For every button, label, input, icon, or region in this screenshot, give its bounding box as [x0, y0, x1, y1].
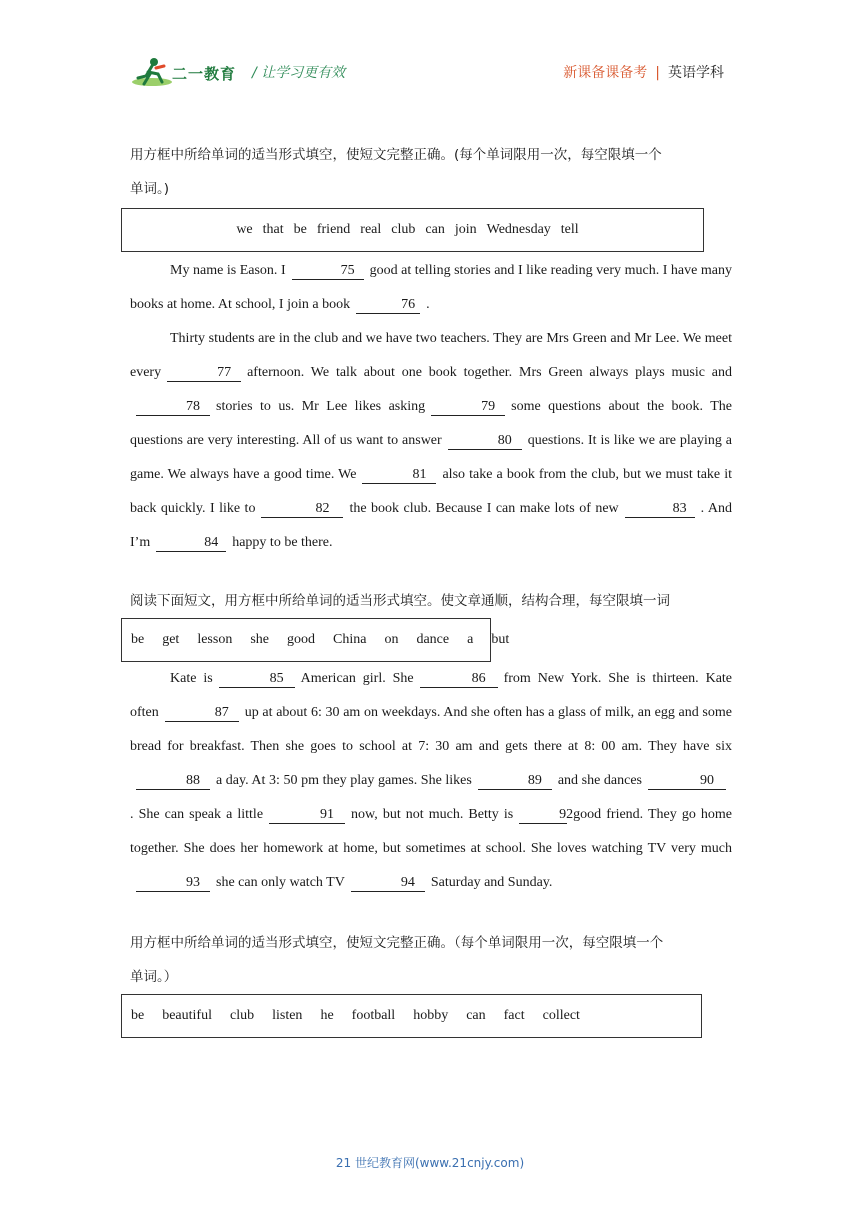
word-box-item: be	[131, 1008, 145, 1023]
section3-instruction: 用方框中所给单词的适当形式填空，使短文完整正确。（每个单词限用一次，每空限填一个 单词。）	[130, 935, 664, 985]
word-box-3	[121, 994, 702, 1038]
word-box-item: fact	[503, 1008, 525, 1023]
word-box-item: tell	[560, 222, 579, 237]
blank-91[interactable]: 91	[269, 807, 345, 824]
word-box-item: good	[287, 632, 315, 647]
word-box-item: join	[454, 222, 477, 237]
word-box-2	[121, 618, 510, 662]
blank-77[interactable]: 77	[167, 365, 241, 382]
section1-instruction: 用方框中所给单词的适当形式填空，使短文完整正确。(每个单词限用一次，每空限填一个 单词。)	[130, 147, 662, 197]
word-box-item: collect	[542, 1008, 580, 1023]
section2-instruction: 阅读下面短文，用方框中所给单词的适当形式填空。使文章通顺，结构合理，每空限填一词	[130, 593, 670, 609]
word-box-item: can	[466, 1008, 486, 1023]
word-box-item: get	[162, 632, 180, 647]
word-box-item: hobby	[413, 1008, 449, 1023]
section1-paragraph-2: Thirty students are in the club and we have two teachers. They are Mrs Green and Mr Lee. We meet every 77 afternoon. We talk about one book together. Mrs Green always plays music and78 stories to us. Mr Lee likes asking 79 some questions about the book. The questions are very interesting. All of us want to answer 80 questions. It is like we are playing a game. We always have a good time. We 81 also take a book from the club, but we must take it back quickly. I like to 82 the book club. Because I can make lots of new 83 . And I’m 84 happy to be there.	[130, 331, 733, 550]
word-box-item: club	[229, 1008, 255, 1023]
blank-89[interactable]: 89	[478, 773, 552, 790]
word-box-item: dance	[416, 632, 450, 647]
spacer	[130, 560, 732, 584]
blank-93[interactable]: 93	[136, 875, 210, 892]
brand-name: 二一教育	[172, 65, 237, 83]
word-box-item: on	[384, 632, 399, 647]
page-header	[0, 0, 860, 100]
brand-slogan: / 让学习更有效	[252, 65, 346, 81]
word-box-item: friend	[316, 222, 351, 237]
blank-75[interactable]: 75	[292, 263, 364, 280]
word-box-item: but	[491, 632, 510, 647]
header-subject: 英语学科	[668, 65, 724, 81]
blank-82[interactable]: 82	[261, 501, 343, 518]
word-box-item: lesson	[197, 632, 233, 647]
header-separator: |	[655, 65, 660, 81]
word-box-item: we	[236, 222, 253, 237]
word-box-item: club	[391, 222, 416, 237]
word-box-item: listen	[272, 1008, 303, 1023]
word-box-item: he	[320, 1008, 334, 1023]
blank-76[interactable]: 76	[356, 297, 420, 314]
blank-84[interactable]: 84	[156, 535, 226, 552]
blank-83[interactable]: 83	[625, 501, 695, 518]
section2-paragraph-1: Kate is 85 American girl. She 86 from New York. She is thirteen. Kate often 87 up at about 6: 30 am on weekdays. And she often has a glass of milk, an egg and some bread for breakfast. Then she goes to school at 7: 30 am and gets there at 8: 00 am. They have six88 a day. At 3: 50 pm they play games. She likes 89 and she dances 90. She can speak a little 91 now, but not much. Betty is 92good friend. They go home together. She does her homework at home, but sometimes at school. She loves watching TV very much93 she can only watch TV 94 Saturday and Sunday.	[130, 671, 733, 890]
blank-80[interactable]: 80	[448, 433, 522, 450]
blank-86[interactable]: 86	[420, 671, 498, 688]
word-box-item: beautiful	[162, 1008, 212, 1023]
word-box-item: football	[351, 1008, 396, 1023]
word-box-item: a	[467, 632, 474, 647]
word-box-item: real	[360, 222, 382, 237]
blank-92[interactable]: 92	[519, 807, 567, 824]
blank-78[interactable]: 78	[136, 399, 210, 416]
worksheet-content	[130, 138, 732, 1038]
header-right	[563, 62, 724, 82]
spacer	[130, 900, 732, 926]
blank-94[interactable]: 94	[351, 875, 425, 892]
word-box-item: can	[425, 222, 445, 237]
page-footer[interactable]: 21 世纪教育网(www.21cnjy.com)	[335, 1156, 525, 1170]
word-box-item: China	[333, 632, 367, 647]
word-box-item: that	[262, 222, 284, 237]
word-box-item: be	[131, 632, 145, 647]
blank-87[interactable]: 87	[165, 705, 239, 722]
word-box-item: be	[293, 222, 307, 237]
section1-paragraph-1: My name is Eason. I 75 good at telling stories and I like reading very much. I have many books at home. At school, I join a book 76 .	[130, 263, 732, 312]
blank-79[interactable]: 79	[431, 399, 505, 416]
blank-81[interactable]: 81	[362, 467, 436, 484]
word-box-item: she	[250, 632, 269, 647]
blank-85[interactable]: 85	[219, 671, 295, 688]
blank-90[interactable]: 90	[648, 773, 726, 790]
word-box-1	[121, 208, 704, 252]
blank-88[interactable]: 88	[136, 773, 210, 790]
header-tag: 新课备课备考	[563, 65, 648, 81]
word-box-item: Wednesday	[486, 222, 551, 237]
